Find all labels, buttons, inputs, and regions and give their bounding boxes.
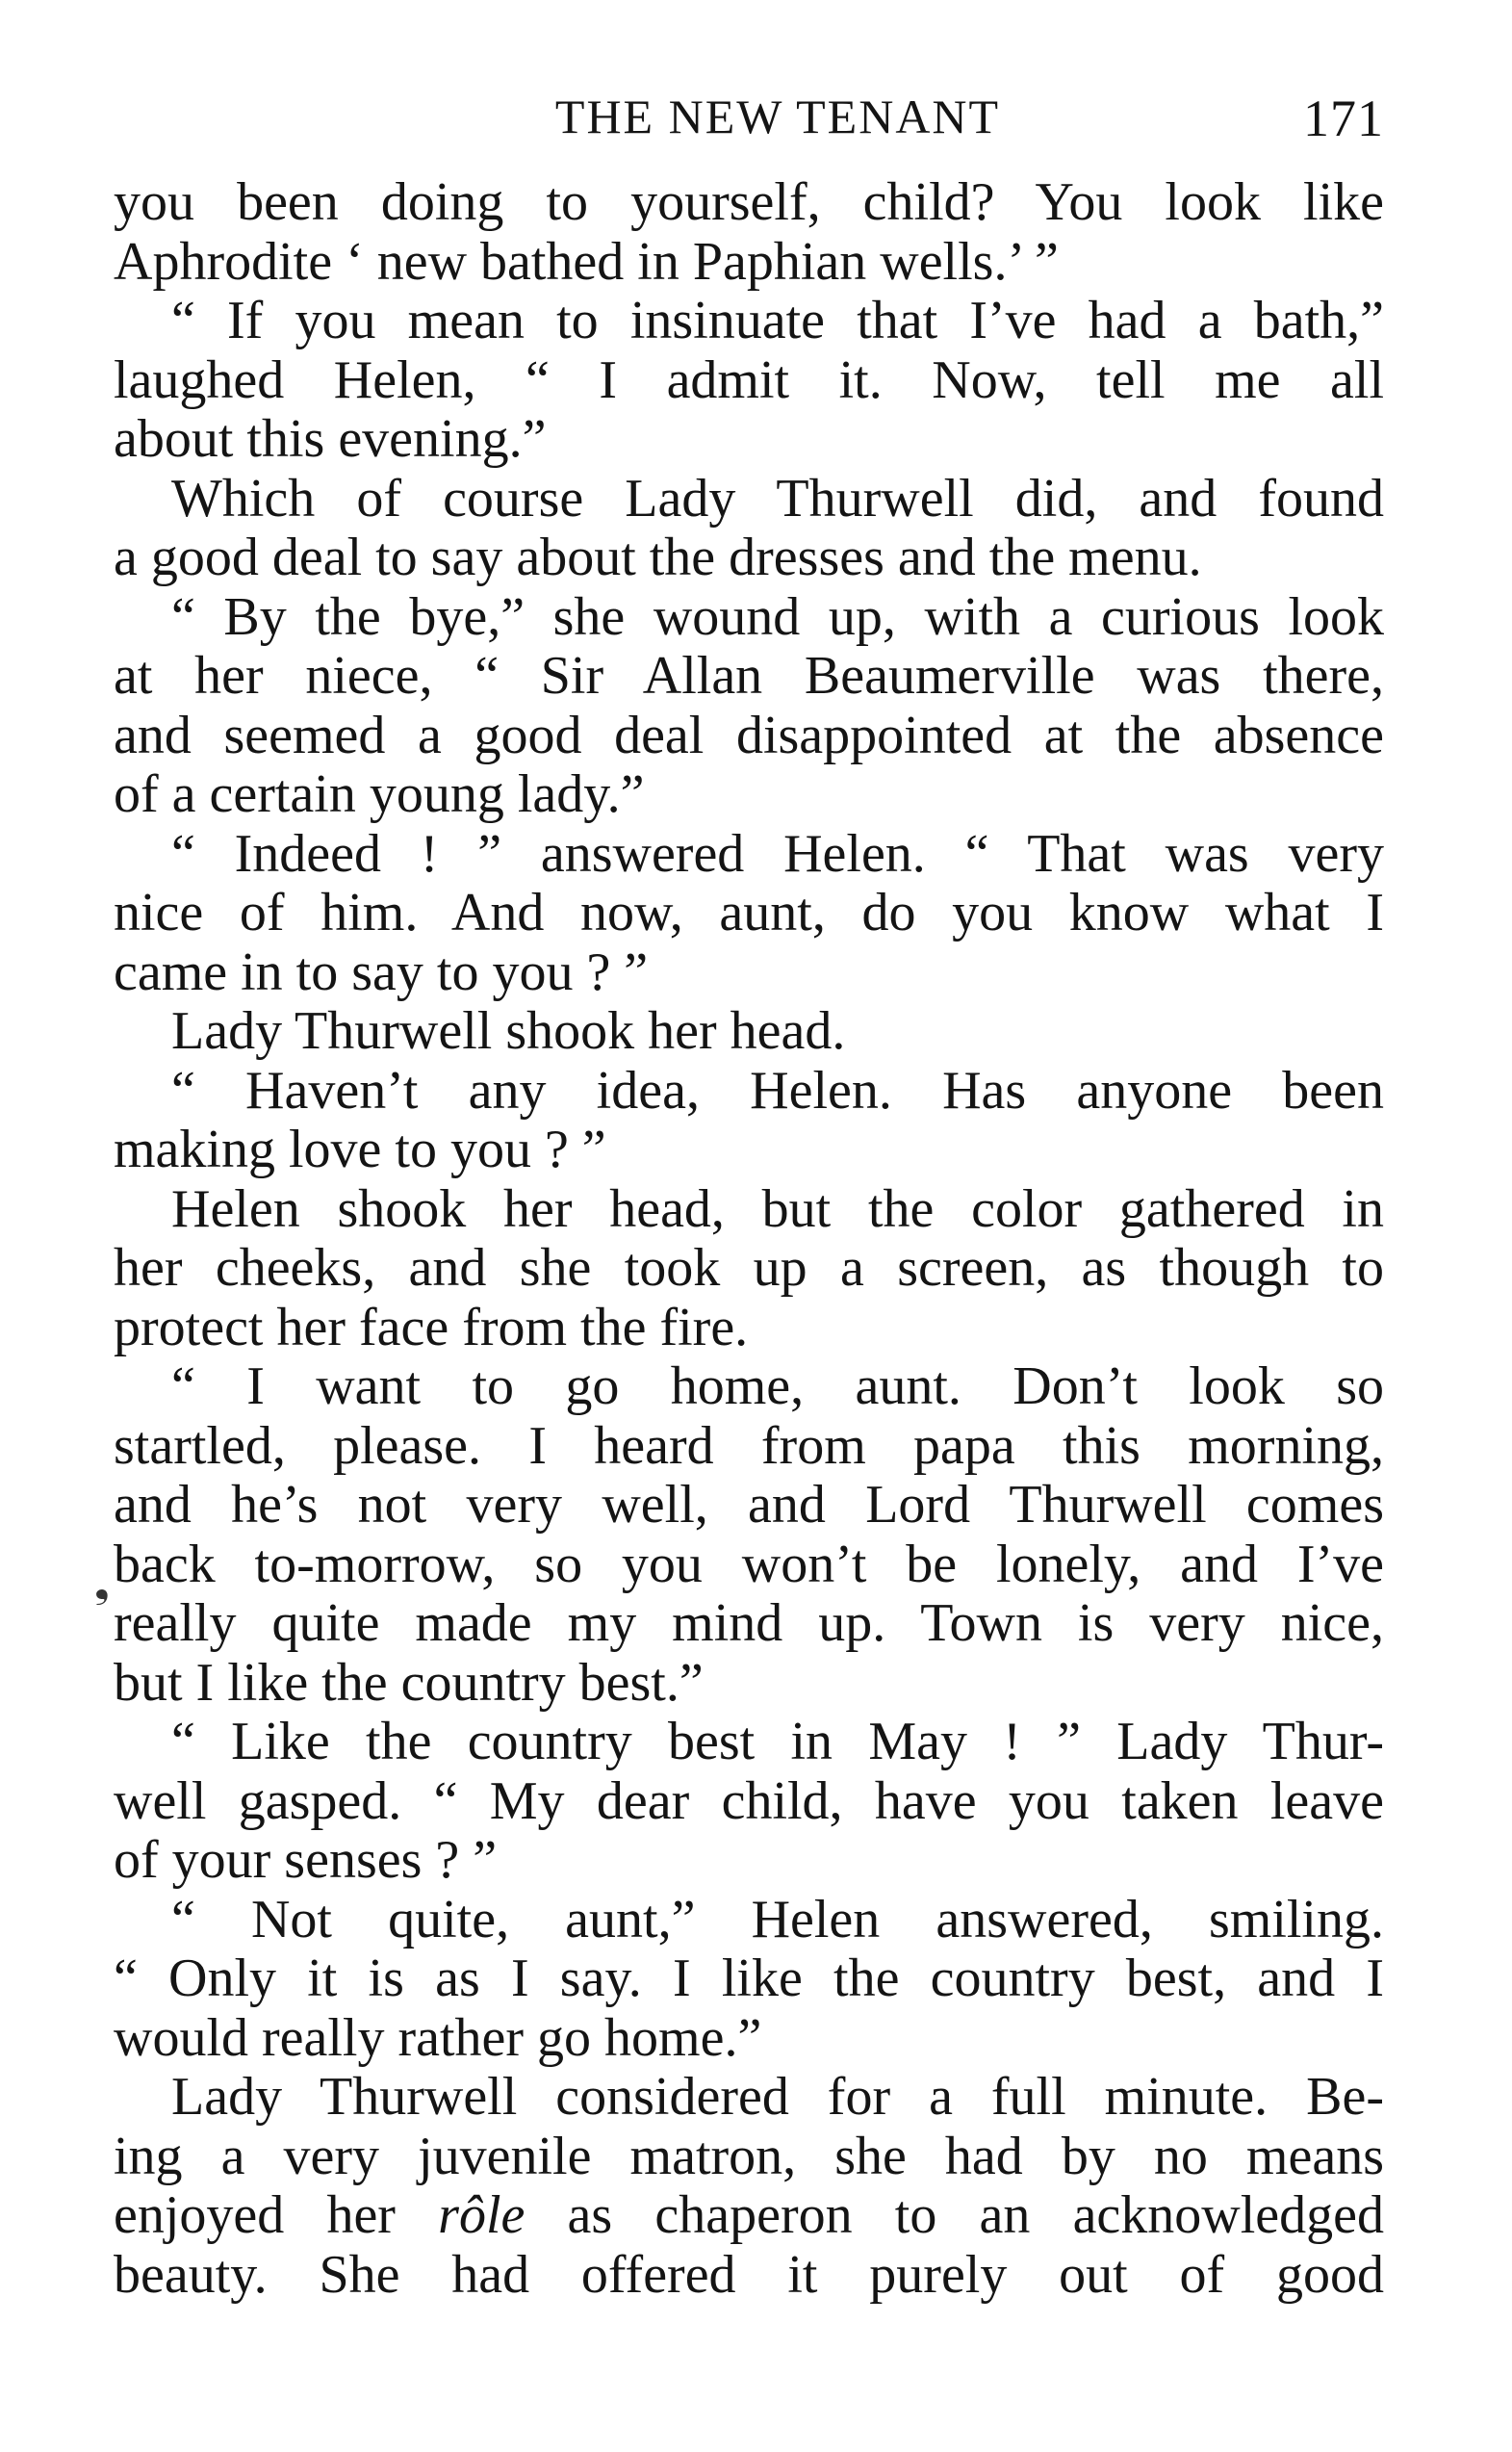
text-line: of a certain young lady.” [114, 765, 645, 824]
text-line: Helen shook her head, but the color gathered in [171, 1179, 1384, 1239]
text-line: you been doing to yourself, child? You look like [114, 173, 1384, 232]
margin-ink-mark: ❟ [94, 1562, 110, 1606]
text-line: “ Indeed ! ” answered Helen. “ That was very [171, 824, 1384, 884]
role-word-italic: rôle [438, 2186, 525, 2245]
text-line: laughed Helen, “ I admit it. Now, tell me all [114, 350, 1384, 410]
text-line: “ Haven’t any idea, Helen. Has anyone been [171, 1061, 1384, 1121]
text-line: nice of him. And now, aunt, do you know what I [114, 884, 1384, 942]
body-text [114, 173, 1384, 2305]
text-line: making love to you ? ” [114, 1121, 606, 1179]
text-line: Aphrodite ‘ new bathed in Paphian wells.’ ” [114, 232, 1059, 292]
text-line: and seemed a good deal disappointed at the absence [114, 706, 1384, 765]
text-line: “ Like the country best in May ! ” Lady Thur- [171, 1713, 1384, 1771]
text-line: of your senses ? ” [114, 1831, 498, 1890]
text-line: about this evening.” [114, 410, 547, 469]
text-line: protect her face from the fire. [114, 1298, 749, 1357]
role-line-after: as chaperon to an acknowledged [525, 2186, 1384, 2245]
text-line: came in to say to you ? ” [114, 942, 649, 1002]
text-line: would really rather go home.” [114, 2008, 762, 2068]
text-line: a good deal to say about the dresses and the menu. [114, 529, 1202, 587]
text-line-role [114, 2186, 1384, 2246]
text-line: Which of course Lady Thurwell did, and found [171, 469, 1384, 529]
text-line: and he’s not very well, and Lord Thurwell comes [114, 1476, 1384, 1535]
running-title: THE NEW TENANT [554, 90, 1001, 143]
role-line-before: enjoyed her [114, 2186, 439, 2245]
text-line: “ I want to go home, aunt. Don’t look so [171, 1357, 1384, 1416]
text-line: “ By the bye,” she wound up, with a curious look [171, 587, 1384, 647]
text-line: “ Only it is as I say. I like the country best, and I [114, 1949, 1384, 2008]
running-head [114, 89, 1384, 146]
text-line-final: beauty. She had offered it purely out of good [114, 2245, 1384, 2305]
page-number: 171 [1303, 90, 1384, 147]
text-line: but I like the country best.” [114, 1653, 704, 1713]
text-line: Lady Thurwell shook her head. [171, 1002, 846, 1061]
text-line: startled, please. I heard from papa this morning, [114, 1416, 1384, 1476]
text-line: “ If you mean to insinuate that I’ve had a bath,” [171, 292, 1384, 350]
text-line: “ Not quite, aunt,” Helen answered, smiling. [171, 1890, 1384, 1949]
text-line: at her niece, “ Sir Allan Beaumerville was there, [114, 647, 1384, 706]
text-line: Lady Thurwell considered for a full minute. Be- [171, 2068, 1384, 2127]
text-line: ing a very juvenile matron, she had by no means [114, 2127, 1384, 2186]
text-line: well gasped. “ My dear child, have you taken leave [114, 1771, 1384, 1831]
text-line: her cheeks, and she took up a screen, as though to [114, 1239, 1384, 1298]
text-line: back to-morrow, so you won’t be lonely, and I’ve [114, 1535, 1384, 1594]
text-line: really quite made my mind up. Town is very nice, [114, 1594, 1384, 1653]
